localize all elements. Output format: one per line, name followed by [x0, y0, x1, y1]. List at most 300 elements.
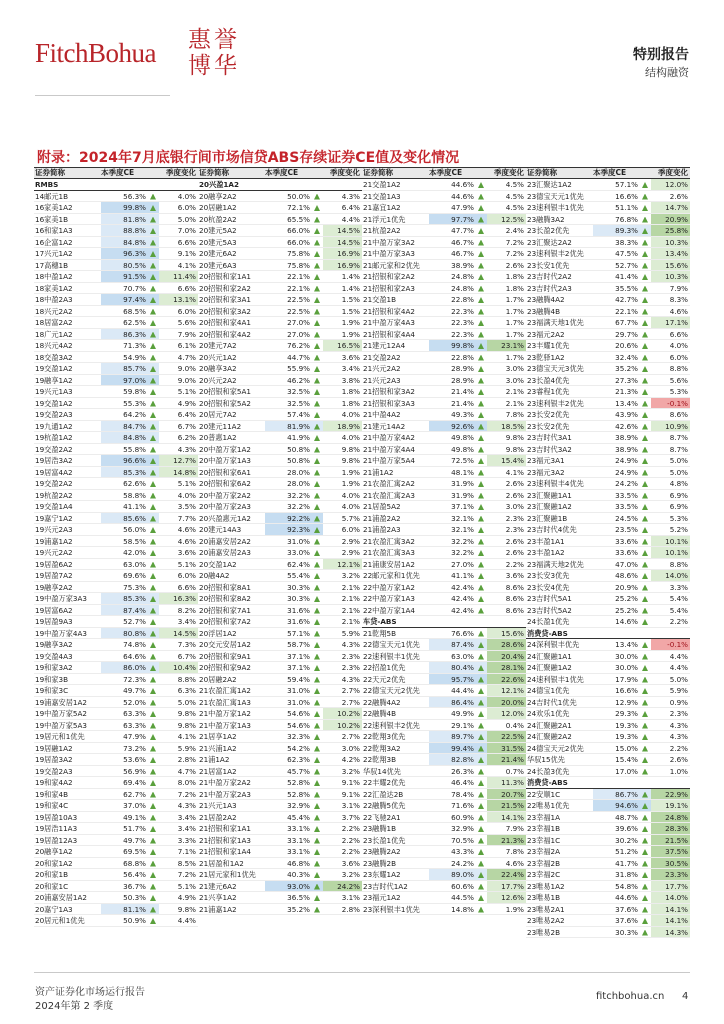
table-row	[362, 685, 526, 697]
ce-change: 10.1%	[651, 547, 690, 558]
security-name: 23德宝天元1优先	[527, 191, 584, 201]
ce-value: 46.4%	[429, 777, 487, 788]
ce-change: 6.6%	[669, 329, 688, 339]
table-row	[198, 225, 362, 237]
ce-change: 10.3%	[651, 237, 690, 248]
table-row	[362, 444, 526, 456]
security-name: 21建元6A2	[199, 881, 237, 891]
ce-value	[101, 179, 159, 190]
ce-value: 21.4%	[429, 398, 487, 409]
ce-change: 2.3%	[341, 663, 360, 672]
security-name: 22中盈万家1A2	[363, 582, 415, 592]
ce-value: 41.1%	[429, 570, 487, 581]
table-row	[362, 467, 526, 479]
ce-change: 3.7%	[341, 812, 360, 822]
table-row	[34, 616, 198, 628]
security-name: 20中盈万家2A3	[199, 502, 251, 511]
ce-change: 15.6%	[651, 260, 690, 271]
ce-value: 92.6%	[429, 421, 487, 432]
security-name: 21中盈万家3A2	[363, 237, 415, 247]
ce-change: 1.5%	[341, 295, 360, 304]
ce-value: 28.9%	[429, 375, 487, 386]
ce-change: 3.6%	[505, 571, 524, 580]
ce-change: 3.6%	[177, 548, 196, 557]
security-name: 23长安3优先	[527, 571, 570, 580]
ce-change: 5.6%	[177, 318, 196, 327]
security-name: 20普惠1A2	[199, 433, 237, 442]
security-name: 19居盈12A3	[35, 835, 78, 845]
table-row	[198, 294, 362, 306]
ce-change: 4.0%	[177, 490, 196, 500]
ce-change: 2.1%	[341, 582, 360, 592]
security-name: 20招银和家9A1	[199, 651, 251, 661]
table-row	[198, 674, 362, 686]
ce-value: 97.4%	[101, 294, 159, 305]
ce-value: 32.5%	[265, 386, 323, 397]
header-name: 证券简称	[35, 168, 65, 177]
ce-change: 6.0%	[177, 306, 196, 316]
ce-value: 33.1%	[265, 846, 323, 857]
ce-change: 28.3%	[651, 823, 690, 834]
header-ce: 本季度CE	[429, 168, 463, 177]
security-name: 23丰盈1A1	[527, 536, 565, 546]
ce-value: 30.0%	[593, 662, 651, 673]
table-row	[362, 605, 526, 617]
table-row	[198, 766, 362, 778]
security-name: 19居富6A2	[35, 605, 73, 615]
ce-change: 9.0%	[177, 364, 196, 373]
security-name: 22汇盈达2B	[363, 789, 404, 799]
ce-value: 70.7%	[101, 283, 159, 294]
ce-change: 5.9%	[341, 628, 360, 638]
security-name: 21居盈和1A2	[199, 858, 244, 868]
ce-change: 30.5%	[651, 858, 690, 869]
ce-change: 17.7%	[487, 881, 526, 892]
ce-change: 1.9%	[341, 479, 360, 488]
table-row	[198, 754, 362, 766]
security-name: 20招银和家5A1	[199, 387, 251, 396]
ce-value: 29.7%	[593, 329, 651, 340]
ce-change: 4.3%	[341, 640, 360, 649]
table-column-block	[34, 167, 198, 930]
security-name: 20兴元1A2	[199, 352, 237, 362]
security-name: 23长安1优先	[527, 260, 570, 270]
security-name: 22安顺1C	[527, 789, 561, 799]
security-name: 21居盈2A2	[199, 812, 237, 822]
ce-value: 49.8%	[429, 432, 487, 443]
ce-change: 2.8%	[341, 904, 360, 914]
table-row	[34, 398, 198, 410]
security-name: 19兴元2A3	[35, 525, 73, 534]
security-name: 22丰耀2优先	[363, 778, 406, 787]
ce-change: 5.7%	[341, 513, 360, 523]
table-row	[362, 559, 526, 571]
security-name: 19居浩11A3	[35, 824, 78, 833]
security-name: 20建元6A2	[199, 249, 237, 258]
security-name: 20居融1A2	[199, 203, 237, 212]
ce-value: 68.5%	[101, 306, 159, 317]
table-row	[362, 892, 526, 904]
table-row	[362, 674, 526, 686]
ce-change: 10.3%	[651, 271, 690, 282]
ce-change: 5.1%	[177, 559, 196, 569]
ce-value: 24.8%	[429, 283, 487, 294]
security-name: 23吉时代4优先	[527, 525, 577, 534]
ce-change: 4.6%	[177, 536, 196, 546]
security-name: 21交盈2A2	[363, 352, 401, 362]
table-row	[526, 674, 690, 686]
ce-table	[34, 167, 690, 937]
ce-change: 3.3%	[177, 835, 196, 845]
ce-value: 49.7%	[101, 835, 159, 846]
security-name: 22乾翔3优先	[363, 732, 406, 741]
ce-value: 41.4%	[593, 271, 651, 282]
table-row	[526, 743, 690, 755]
table-header-row	[362, 167, 526, 179]
security-name: 19交盈2A2	[35, 479, 73, 488]
ce-change: 3.0%	[505, 375, 524, 385]
ce-change: 12.7%	[159, 455, 198, 466]
table-row	[526, 179, 690, 191]
ce-value: 50.8%	[265, 455, 323, 466]
ce-value: 29.3%	[593, 708, 651, 719]
table-row	[34, 685, 198, 697]
ce-value: 94.6%	[593, 800, 651, 811]
ce-value: 24.9%	[593, 467, 651, 478]
ce-change: 3.6%	[341, 858, 360, 868]
ce-value: 27.3%	[593, 375, 651, 386]
ce-change: 15.4%	[487, 455, 526, 466]
security-name: 21中盈万家1A2	[199, 709, 251, 718]
table-row	[362, 501, 526, 513]
security-name: 16家美1A2	[35, 203, 73, 212]
ce-change: 4.4%	[669, 651, 688, 661]
ce-change: 7.9%	[177, 329, 196, 339]
ce-change: 4.0%	[341, 490, 360, 500]
security-name: 20中盈万家2A2	[199, 490, 251, 500]
ce-change: 3.1%	[341, 801, 360, 810]
ce-value: 24.9%	[593, 455, 651, 466]
security-name: 21兴享1A2	[199, 893, 237, 902]
security-name: 19和家4A2	[35, 778, 73, 787]
table-row	[198, 375, 362, 387]
security-name: 21兴元2A2	[363, 364, 401, 373]
table-row	[34, 743, 198, 755]
table-header-row	[34, 167, 198, 179]
table-row	[34, 455, 198, 467]
ce-value: 31.9%	[429, 490, 487, 501]
table-row	[362, 317, 526, 329]
security-name: 21居盈5A2	[363, 502, 401, 511]
ce-value: 12.9%	[593, 697, 651, 708]
table-row	[526, 720, 690, 732]
ce-value: 99.8%	[101, 202, 159, 213]
ce-change: 1.8%	[505, 272, 524, 281]
ce-change: 0.7%	[505, 766, 524, 776]
ce-change: 6.2%	[177, 433, 196, 442]
security-name: 17高穗1B	[35, 260, 69, 270]
ce-value: 38.9%	[429, 260, 487, 271]
ce-value: 20.6%	[593, 340, 651, 351]
ce-change: 2.1%	[341, 617, 360, 626]
table-row	[198, 812, 362, 824]
security-name: 19居盈10A3	[35, 812, 78, 822]
ce-change: 22.4%	[487, 869, 526, 880]
ce-value: 73.2%	[101, 743, 159, 754]
ce-value: 21.4%	[429, 386, 487, 397]
ce-value: 22.8%	[429, 352, 487, 363]
table-header-row	[526, 167, 690, 179]
ce-change: 5.3%	[669, 387, 688, 396]
table-row	[526, 386, 690, 398]
ce-change: 25.8%	[651, 225, 690, 236]
ce-value: 46.2%	[265, 375, 323, 386]
ce-change: 16.9%	[323, 260, 362, 271]
ce-change: 20.4%	[487, 651, 526, 662]
ce-value: 76.6%	[429, 628, 487, 639]
ce-change: 1.8%	[341, 398, 360, 408]
ce-value: 84.8%	[101, 432, 159, 443]
ce-change: 8.6%	[505, 582, 524, 592]
security-name: 18居富2A2	[35, 318, 73, 327]
ce-value: 48.7%	[593, 812, 651, 823]
ce-change: 7.2%	[505, 249, 524, 258]
ce-change: 7.2%	[505, 237, 524, 247]
security-name: 19九通1A2	[35, 421, 73, 431]
table-row	[526, 823, 690, 835]
ce-value: 45.4%	[265, 812, 323, 823]
ce-value: 66.0%	[265, 237, 323, 248]
ce-change: 10.4%	[159, 662, 198, 673]
security-name: 21居元家和1优先	[199, 870, 256, 879]
ce-value: 89.3%	[593, 225, 651, 236]
security-name: 19杭盈2A2	[35, 490, 73, 500]
table-row	[198, 398, 362, 410]
security-name: 19和家3A2	[35, 663, 73, 672]
table-row	[362, 432, 526, 444]
security-name: 19交盈2A3	[35, 410, 73, 419]
ce-change: 6.6%	[177, 237, 196, 247]
ce-value: 46.7%	[429, 248, 487, 259]
security-name: 20招银和家4A2	[199, 329, 251, 339]
ce-value: 76.8%	[593, 214, 651, 225]
table-row	[362, 708, 526, 720]
table-row	[362, 179, 526, 191]
ce-value: 42.7%	[593, 294, 651, 305]
ce-change: 5.4%	[669, 605, 688, 615]
ce-change: 4.3%	[669, 732, 688, 741]
report-type: 特别报告	[633, 47, 689, 63]
table-row	[34, 662, 198, 674]
ce-change: 6.6%	[177, 582, 196, 592]
security-name: 21招银和家2A2	[363, 272, 415, 281]
security-name: 20融享1A2	[35, 847, 73, 856]
ce-change: 9.8%	[177, 904, 196, 914]
security-name: 20建元7A2	[199, 341, 237, 350]
ce-value	[429, 616, 487, 627]
security-name: 21兴浦1A2	[199, 743, 237, 753]
ce-value: 47.5%	[593, 248, 651, 259]
ce-change: 3.3%	[669, 582, 688, 592]
table-row	[198, 892, 362, 904]
table-row	[362, 283, 526, 295]
ce-value: 42.4%	[429, 582, 487, 593]
table-row	[198, 731, 362, 743]
table-row	[198, 501, 362, 513]
table-row	[526, 513, 690, 525]
table-row	[34, 697, 198, 709]
ce-change: 4.9%	[177, 398, 196, 408]
ce-change: 9.1%	[177, 249, 196, 258]
ce-change: 2.6%	[505, 548, 524, 557]
security-name: 18兴元2A2	[35, 306, 73, 316]
ce-value: 32.1%	[429, 513, 487, 524]
ce-value: 80.8%	[101, 628, 159, 639]
table-row	[198, 271, 362, 283]
ce-change: 2.3%	[341, 651, 360, 661]
table-row	[526, 478, 690, 490]
table-row	[362, 386, 526, 398]
ce-value: 22.3%	[429, 306, 487, 317]
security-name: 23融腾2A2	[363, 847, 401, 856]
table-row	[362, 248, 526, 260]
ce-change: 4.7%	[177, 352, 196, 362]
table-row	[526, 329, 690, 341]
ce-change: 6.4%	[177, 410, 196, 419]
table-row	[198, 616, 362, 628]
table-row	[526, 225, 690, 237]
security-name: 20中盈万家1A3	[199, 456, 251, 465]
security-name: 23长安4优先	[527, 582, 570, 592]
security-name: 19融享3A2	[35, 640, 73, 649]
table-row	[526, 306, 690, 318]
security-name: 21乾翔5B	[363, 628, 397, 638]
table-row	[526, 582, 690, 594]
ce-change: 19.1%	[651, 800, 690, 811]
ce-change: 6.1%	[177, 341, 196, 350]
category-row	[34, 179, 198, 191]
ce-value: 87.4%	[429, 639, 487, 650]
ce-value: 65.5%	[265, 214, 323, 225]
security-name: 16企富1A2	[35, 237, 73, 247]
table-row	[198, 846, 362, 858]
ce-value: 52.0%	[101, 697, 159, 708]
security-name: 21招银和家1A1	[199, 824, 251, 833]
ce-change: 3.4%	[341, 364, 360, 373]
security-name: 23汇聚融1A1	[527, 490, 572, 500]
ce-value: 51.2%	[593, 846, 651, 857]
ce-value: 35.5%	[593, 283, 651, 294]
footer-website[interactable]: fitchbohua.cn	[596, 991, 665, 1002]
table-row	[362, 639, 526, 651]
ce-change: 6.6%	[177, 283, 196, 293]
security-name: 23长安2优先	[527, 410, 570, 419]
ce-value: 24.8%	[429, 271, 487, 282]
table-row	[526, 927, 690, 939]
table-row	[362, 202, 526, 214]
ce-change: 4.0%	[341, 410, 360, 419]
security-name: 19嘉宁1A2	[35, 513, 73, 523]
ce-value: 71.6%	[429, 800, 487, 811]
table-row	[526, 685, 690, 697]
security-name: 22速利银丰2优先	[363, 720, 420, 730]
ce-value: 22.5%	[265, 306, 323, 317]
table-row	[362, 754, 526, 766]
table-row	[526, 754, 690, 766]
ce-change: 1.9%	[341, 318, 360, 327]
ce-change: 1.4%	[341, 283, 360, 293]
table-row	[526, 915, 690, 927]
ce-change: 8.7%	[669, 433, 688, 442]
ce-value: 30.3%	[265, 582, 323, 593]
ce-value: 62.6%	[101, 478, 159, 489]
ce-value: 50.8%	[265, 444, 323, 455]
table-row	[362, 628, 526, 640]
ce-change: 12.1%	[323, 559, 362, 570]
table-row	[34, 444, 198, 456]
ce-value: 45.7%	[265, 766, 323, 777]
ce-change: 14.0%	[651, 570, 690, 581]
table-row	[198, 386, 362, 398]
ce-value: 38.9%	[593, 432, 651, 443]
ce-value: 80.4%	[429, 662, 487, 673]
security-name: 23东耀1A2	[363, 870, 401, 879]
security-name: 23长盈1优先	[363, 835, 406, 845]
table-row	[198, 800, 362, 812]
table-row	[198, 260, 362, 272]
ce-change: 16.3%	[159, 593, 198, 604]
table-row	[526, 593, 690, 605]
ce-value: 64.6%	[101, 651, 159, 662]
security-name: 23幸福1C	[527, 835, 561, 845]
security-name: 18家美1A2	[35, 283, 73, 293]
ce-value: 69.6%	[101, 570, 159, 581]
ce-change: 1.7%	[505, 306, 524, 316]
security-name: 21招银和家1A4	[199, 847, 251, 856]
table-row	[526, 616, 690, 628]
table-row	[34, 789, 198, 801]
ce-value: 52.8%	[265, 789, 323, 800]
table-row	[34, 800, 198, 812]
ce-value: 44.6%	[429, 191, 487, 202]
table-row	[198, 421, 362, 433]
security-name: 21杭盈2A2	[363, 226, 401, 235]
security-name: 19中盈万家5A3	[35, 720, 87, 730]
ce-change: 8.8%	[669, 364, 688, 373]
ce-value: 50.0%	[265, 191, 323, 202]
table-row	[34, 363, 198, 375]
table-row	[526, 271, 690, 283]
ce-value: 22.8%	[429, 294, 487, 305]
ce-change: 14.3%	[651, 927, 690, 938]
ce-value: 99.8%	[429, 340, 487, 351]
ce-value: 28.0%	[265, 467, 323, 478]
security-name: 23融腾2B	[363, 858, 397, 868]
security-name: 24德宝天元2优先	[527, 743, 584, 753]
security-name: 19交盈1A4	[35, 502, 73, 511]
ce-value: 54.8%	[593, 881, 651, 892]
ce-change: 3.4%	[177, 812, 196, 822]
table-row	[362, 777, 526, 789]
ce-value: 32.2%	[265, 501, 323, 512]
ce-value: 28.0%	[265, 478, 323, 489]
security-name: 19融享2A2	[35, 582, 73, 592]
table-row	[362, 662, 526, 674]
ce-change: 4.2%	[341, 755, 360, 764]
header-ce: 本季度CE	[101, 168, 135, 177]
ce-change: 5.0%	[669, 674, 688, 684]
header-chg: 季度变化	[166, 168, 196, 177]
